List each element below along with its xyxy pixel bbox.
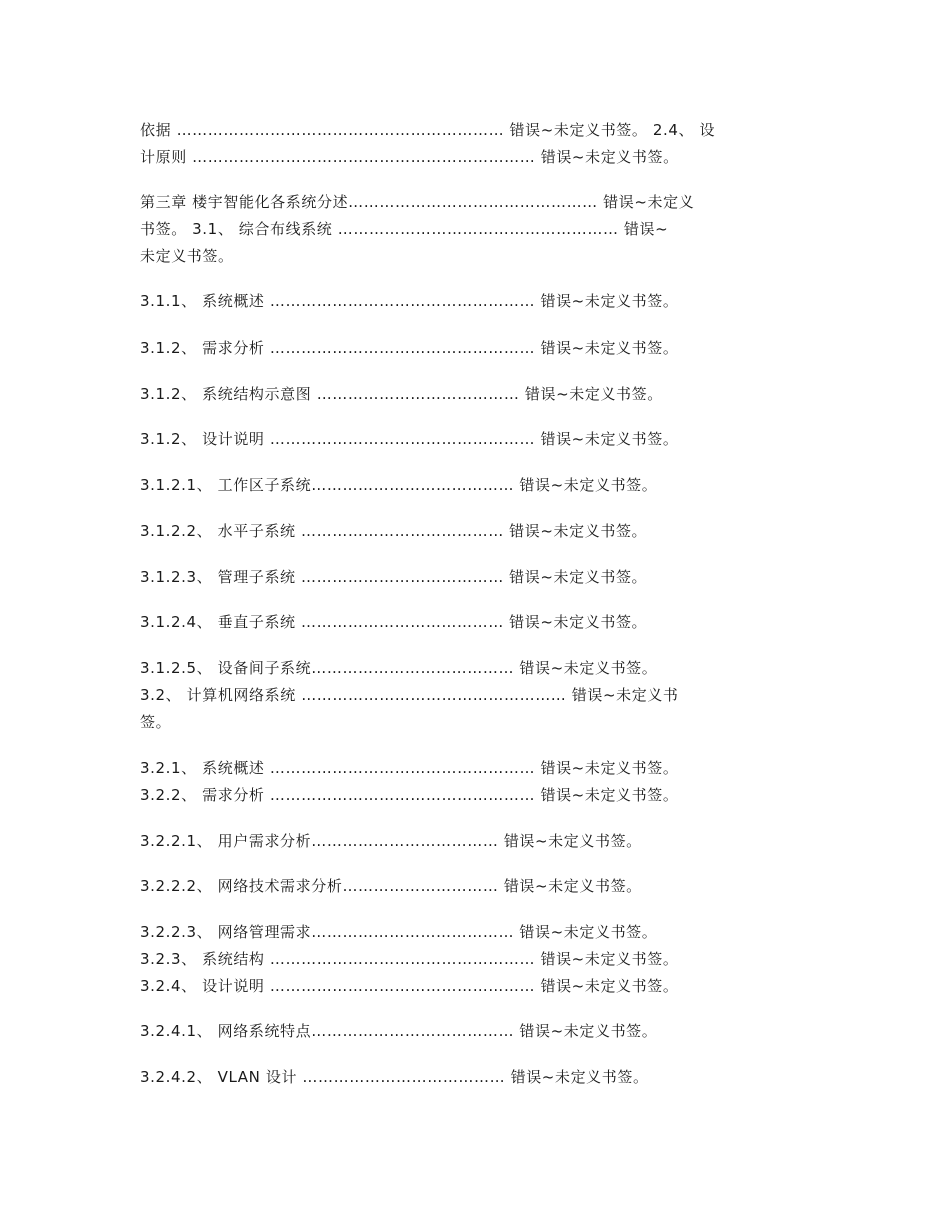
toc-line[interactable]	[140, 475, 657, 495]
toc-line-text: 3.1.2、 需求分析 …………………………………………… 错误~未定义书签。	[140, 339, 679, 357]
toc-line[interactable]	[140, 949, 678, 969]
toc-line-text: 3.2.2.2、 网络技术需求分析………………………… 错误~未定义书签。	[140, 877, 642, 895]
toc-line[interactable]	[140, 785, 678, 805]
toc-line-text: 3.1.2.4、 垂直子系统 ………………………………… 错误~未定义书签。	[140, 613, 648, 631]
toc-line[interactable]	[140, 685, 679, 705]
toc-line[interactable]	[140, 521, 647, 541]
toc-line-text: 计原则 ………………………………………………………… 错误~未定义书签。	[140, 148, 679, 166]
toc-line[interactable]	[140, 922, 657, 942]
toc-line-text: 依据 ……………………………………………………… 错误~未定义书签。 2.4、 设	[140, 121, 716, 139]
toc-line-text: 3.1.2.3、 管理子系统 ………………………………… 错误~未定义书签。	[140, 568, 648, 586]
toc-line-text: 第三章 楼宇智能化各系统分述………………………………………… 错误~未定义	[140, 193, 695, 211]
toc-line[interactable]	[140, 338, 678, 358]
toc-line-text: 3.1.2.2、 水平子系统 ………………………………… 错误~未定义书签。	[140, 522, 648, 540]
toc-line[interactable]	[140, 976, 678, 996]
toc-line[interactable]	[140, 219, 668, 239]
toc-line-text: 书签。 3.1、 综合布线系统 ……………………………………………… 错误~	[140, 220, 669, 238]
toc-line[interactable]	[140, 876, 642, 896]
toc-line-text: 3.2.4.1、 网络系统特点………………………………… 错误~未定义书签。	[140, 1022, 658, 1040]
toc-line-text: 3.2.2.3、 网络管理需求………………………………… 错误~未定义书签。	[140, 923, 658, 941]
toc-line[interactable]	[140, 246, 234, 266]
toc-line-text: 3.2.2、 需求分析 …………………………………………… 错误~未定义书签。	[140, 786, 679, 804]
toc-line-text: 未定义书签。	[140, 247, 234, 265]
toc-line-text: 3.1.2、 系统结构示意图 ………………………………… 错误~未定义书签。	[140, 385, 663, 403]
toc-line-text: 签。	[140, 713, 172, 731]
toc-line[interactable]	[140, 147, 679, 167]
toc-line-text: 3.2.4.2、 VLAN 设计 ………………………………… 错误~未定义书签。	[140, 1068, 649, 1086]
toc-line[interactable]	[140, 612, 647, 632]
toc-line-text: 3.1.2、 设计说明 …………………………………………… 错误~未定义书签。	[140, 430, 679, 448]
toc-line[interactable]	[140, 291, 678, 311]
toc-line[interactable]	[140, 1067, 649, 1087]
toc-line[interactable]	[140, 120, 715, 140]
toc-line[interactable]	[140, 384, 663, 404]
toc-line-text: 3.2.2.1、 用户需求分析……………………………… 错误~未定义书签。	[140, 832, 642, 850]
toc-line[interactable]	[140, 831, 642, 851]
toc-line-text: 3.2.4、 设计说明 …………………………………………… 错误~未定义书签。	[140, 977, 679, 995]
toc-line-text: 3.2、 计算机网络系统 …………………………………………… 错误~未定义书	[140, 686, 679, 704]
toc-line[interactable]	[140, 712, 171, 732]
toc-line-text: 3.1.2.5、 设备间子系统………………………………… 错误~未定义书签。	[140, 659, 658, 677]
toc-line-text: 3.2.3、 系统结构 …………………………………………… 错误~未定义书签。	[140, 950, 679, 968]
toc-line[interactable]	[140, 192, 694, 212]
toc-line[interactable]	[140, 567, 647, 587]
toc-line[interactable]	[140, 1021, 657, 1041]
toc-line-text: 3.1.2.1、 工作区子系统………………………………… 错误~未定义书签。	[140, 476, 658, 494]
toc-line-text: 3.2.1、 系统概述 …………………………………………… 错误~未定义书签。	[140, 759, 679, 777]
toc-line[interactable]	[140, 658, 657, 678]
toc-line[interactable]	[140, 758, 678, 778]
toc-line[interactable]	[140, 429, 678, 449]
toc-line-text: 3.1.1、 系统概述 …………………………………………… 错误~未定义书签。	[140, 292, 679, 310]
